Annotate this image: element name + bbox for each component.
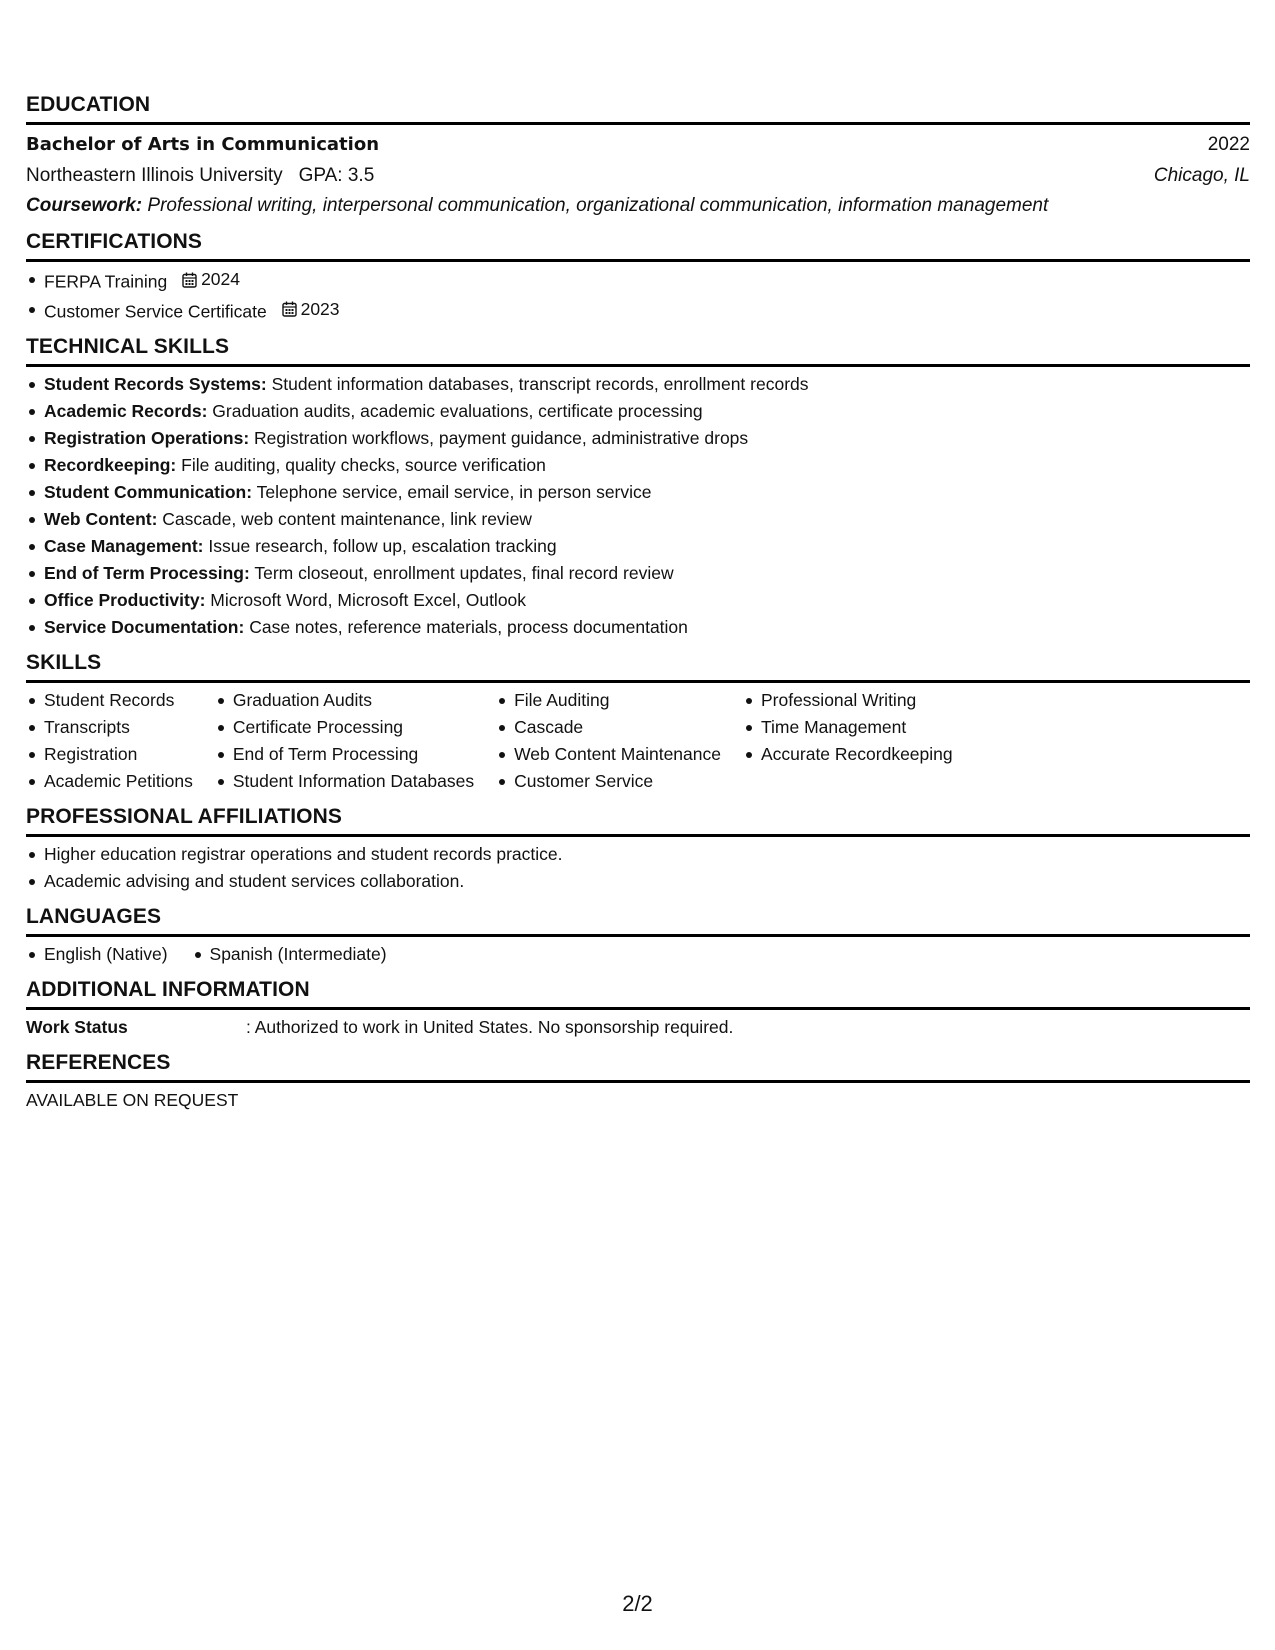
school-location: Chicago, IL bbox=[1153, 165, 1250, 186]
skill-text: File auditing, quality checks, source verification bbox=[181, 455, 546, 475]
section-divider bbox=[26, 680, 1250, 683]
list-item: Cascade bbox=[496, 714, 721, 741]
skill-text: Telephone service, email service, in person service bbox=[256, 482, 652, 502]
list-item: Registration bbox=[26, 741, 193, 768]
technical-skills-section bbox=[26, 335, 1250, 641]
additional-info-heading: ADDITIONAL INFORMATION bbox=[26, 978, 310, 1001]
certification-year: 2023 bbox=[300, 298, 340, 319]
list-item: End of Term Processing bbox=[215, 741, 474, 768]
skills-heading: SKILLS bbox=[26, 651, 102, 674]
education-section bbox=[26, 93, 1250, 220]
section-divider bbox=[26, 259, 1250, 262]
calendar-icon bbox=[182, 272, 197, 288]
skill-text: Student information databases, transcript records, enrollment records bbox=[271, 374, 809, 394]
info-row bbox=[26, 1014, 1250, 1041]
graduation-year: 2022 bbox=[1207, 134, 1250, 155]
affiliations-section bbox=[26, 805, 1250, 895]
technical-skills-heading: TECHNICAL SKILLS bbox=[26, 335, 230, 358]
skill-text: Cascade, web content maintenance, link review bbox=[162, 509, 532, 529]
skill-label: Student Communication: bbox=[44, 482, 253, 502]
coursework-label: Coursework: bbox=[26, 195, 143, 216]
coursework-text: Professional writing, interpersonal communication, organizational communication, information management bbox=[147, 195, 1049, 216]
list-item: Accurate Recordkeeping bbox=[743, 741, 953, 768]
certifications-list bbox=[26, 266, 1250, 325]
list-item bbox=[26, 587, 1250, 614]
skill-text: Microsoft Word, Microsoft Excel, Outlook bbox=[210, 590, 527, 610]
list-item: Certificate Processing bbox=[215, 714, 474, 741]
list-item: Graduation Audits bbox=[215, 687, 474, 714]
list-item bbox=[26, 479, 1250, 506]
skill-text: Issue research, follow up, escalation tracking bbox=[208, 536, 557, 556]
page-number: 2/2 bbox=[622, 1591, 653, 1616]
list-item: Time Management bbox=[743, 714, 953, 741]
list-item bbox=[26, 506, 1250, 533]
languages-section bbox=[26, 905, 1250, 968]
technical-skills-list bbox=[26, 371, 1250, 641]
skill-label: Registration Operations: bbox=[44, 428, 250, 448]
skills-column bbox=[496, 687, 721, 795]
skill-label: Web Content: bbox=[44, 509, 158, 529]
list-item bbox=[26, 266, 1250, 296]
languages-heading: LANGUAGES bbox=[26, 905, 162, 928]
list-item: Transcripts bbox=[26, 714, 193, 741]
skills-column bbox=[215, 687, 474, 795]
degree-name: Bachelor of Arts in Communication bbox=[26, 134, 380, 155]
affiliations-list bbox=[26, 841, 1250, 895]
list-item: Student Records bbox=[26, 687, 193, 714]
resume-page bbox=[26, 93, 1250, 1124]
list-item: Professional Writing bbox=[743, 687, 953, 714]
references-heading: REFERENCES bbox=[26, 1051, 171, 1074]
skill-label: Academic Records: bbox=[44, 401, 208, 421]
skill-label: Recordkeeping: bbox=[44, 455, 177, 475]
list-item bbox=[26, 533, 1250, 560]
section-divider bbox=[26, 934, 1250, 937]
skills-section bbox=[26, 651, 1250, 795]
list-item: File Auditing bbox=[496, 687, 721, 714]
skill-label: Office Productivity: bbox=[44, 590, 206, 610]
list-item bbox=[26, 296, 1250, 326]
section-divider bbox=[26, 834, 1250, 837]
skills-column bbox=[743, 687, 953, 795]
list-item: Spanish (Intermediate) bbox=[192, 941, 387, 968]
list-item: Academic Petitions bbox=[26, 768, 193, 795]
skill-text: Registration workflows, payment guidance, administrative drops bbox=[254, 428, 749, 448]
gpa: GPA: 3.5 bbox=[298, 165, 375, 186]
languages-list bbox=[26, 941, 1250, 968]
list-item: Student Information Databases bbox=[215, 768, 474, 795]
list-item: Academic advising and student services collaboration. bbox=[26, 868, 1250, 895]
degree-row bbox=[26, 129, 1250, 160]
additional-info-section bbox=[26, 978, 1250, 1041]
list-item: Customer Service bbox=[496, 768, 721, 795]
certification-name: FERPA Training bbox=[44, 271, 168, 292]
references-text: AVAILABLE ON REQUEST bbox=[26, 1090, 239, 1110]
skill-label: Case Management: bbox=[44, 536, 204, 556]
skill-text: Term closeout, enrollment updates, final record review bbox=[254, 563, 674, 583]
references-section bbox=[26, 1051, 1250, 1114]
list-item bbox=[26, 398, 1250, 425]
skills-column bbox=[26, 687, 193, 795]
school-name: Northeastern Illinois University bbox=[26, 165, 283, 186]
list-item bbox=[26, 452, 1250, 479]
info-key: Work Status bbox=[26, 1017, 128, 1037]
list-item bbox=[26, 614, 1250, 641]
skill-label: Service Documentation: bbox=[44, 617, 245, 637]
section-divider bbox=[26, 122, 1250, 125]
skill-label: Student Records Systems: bbox=[44, 374, 267, 394]
list-item: Higher education registrar operations and student records practice. bbox=[26, 841, 1250, 868]
skill-text: Graduation audits, academic evaluations, certificate processing bbox=[212, 401, 703, 421]
skill-label: End of Term Processing: bbox=[44, 563, 250, 583]
section-divider bbox=[26, 1080, 1250, 1083]
affiliations-heading: PROFESSIONAL AFFILIATIONS bbox=[26, 805, 342, 828]
calendar-icon bbox=[282, 301, 297, 317]
certifications-section bbox=[26, 230, 1250, 325]
certification-name: Customer Service Certificate bbox=[44, 301, 267, 321]
list-item bbox=[26, 425, 1250, 452]
skill-text: Case notes, reference materials, process documentation bbox=[249, 617, 688, 637]
coursework bbox=[26, 191, 1250, 220]
info-value: : Authorized to work in United States. No sponsorship required. bbox=[246, 1017, 734, 1037]
list-item bbox=[26, 560, 1250, 587]
school-row bbox=[26, 160, 1250, 191]
list-item bbox=[26, 371, 1250, 398]
certifications-heading: CERTIFICATIONS bbox=[26, 230, 203, 253]
section-divider bbox=[26, 364, 1250, 367]
skills-grid bbox=[26, 687, 1250, 795]
list-item: Web Content Maintenance bbox=[496, 741, 721, 768]
education-heading: EDUCATION bbox=[26, 93, 151, 116]
section-divider bbox=[26, 1007, 1250, 1010]
list-item: English (Native) bbox=[26, 941, 168, 968]
certification-year: 2024 bbox=[201, 269, 241, 289]
